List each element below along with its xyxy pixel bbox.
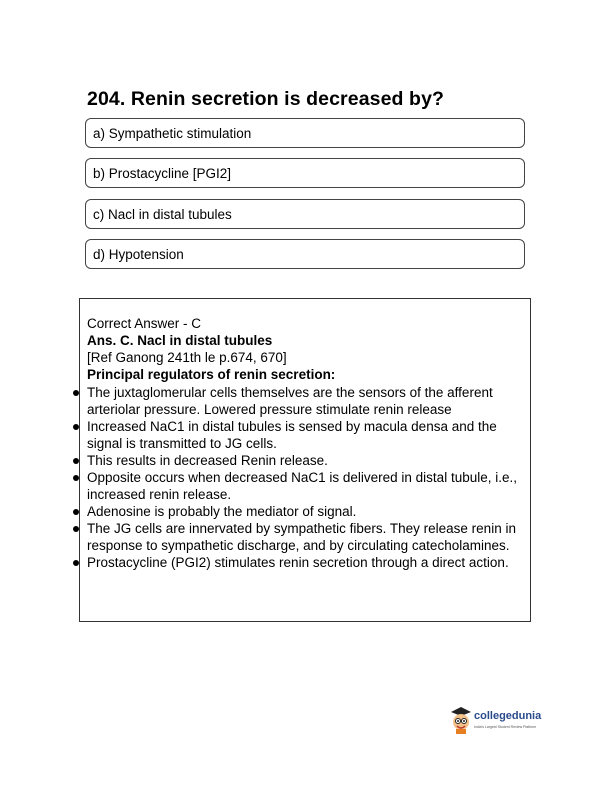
answer-reference: [Ref Ganong 241th le p.674, 670] [87, 350, 287, 365]
bullet-icon [73, 458, 79, 464]
bullet-icon [73, 526, 79, 532]
answer-heading: Principal regulators of renin secretion: [87, 367, 336, 382]
bullet-icon [73, 390, 79, 396]
collegedunia-logo[interactable] [449, 703, 559, 739]
logo-name: collegedunia [474, 710, 542, 722]
regulator-list [87, 384, 527, 571]
option-c[interactable]: c) Nacl in distal tubules [85, 199, 525, 229]
list-item: The juxtaglomerular cells themselves are the sensors of the afferent arteriolar pressure. Lowered pressure stimulate renin release [87, 384, 527, 418]
option-b[interactable]: b) Prostacycline [PGI2] [85, 158, 525, 188]
option-a[interactable]: a) Sympathetic stimulation [85, 118, 525, 148]
correct-answer: Correct Answer - C [87, 316, 202, 331]
option-d[interactable]: d) Hypotension [85, 239, 525, 269]
list-item: Adenosine is probably the mediator of signal. [87, 503, 527, 520]
list-item: Opposite occurs when decreased NaC1 is delivered in distal tubule, i.e., increased renin release. [87, 469, 527, 503]
question-title: 204. Renin secretion is decreased by? [87, 88, 445, 110]
bullet-icon [73, 475, 79, 481]
list-item: This results in decreased Renin release. [87, 452, 527, 469]
answer-title: Ans. C. Nacl in distal tubules [87, 333, 273, 348]
list-item: Increased NaC1 in distal tubules is sensed by macula densa and the signal is transmitted to JG cells. [87, 418, 527, 452]
bullet-icon [73, 424, 79, 430]
bullet-icon [73, 509, 79, 515]
list-item: Prostacycline (PGI2) stimulates renin secretion through a direct action. [87, 554, 527, 571]
logo-tagline: India's Largest Student Review Platform [474, 725, 537, 729]
list-item: The JG cells are innervated by sympathetic fibers. They release renin in response to sympathetic discharge, and by circulating catecholamines. [87, 520, 527, 554]
bullet-icon [73, 560, 79, 566]
mascot-icon [449, 705, 473, 735]
